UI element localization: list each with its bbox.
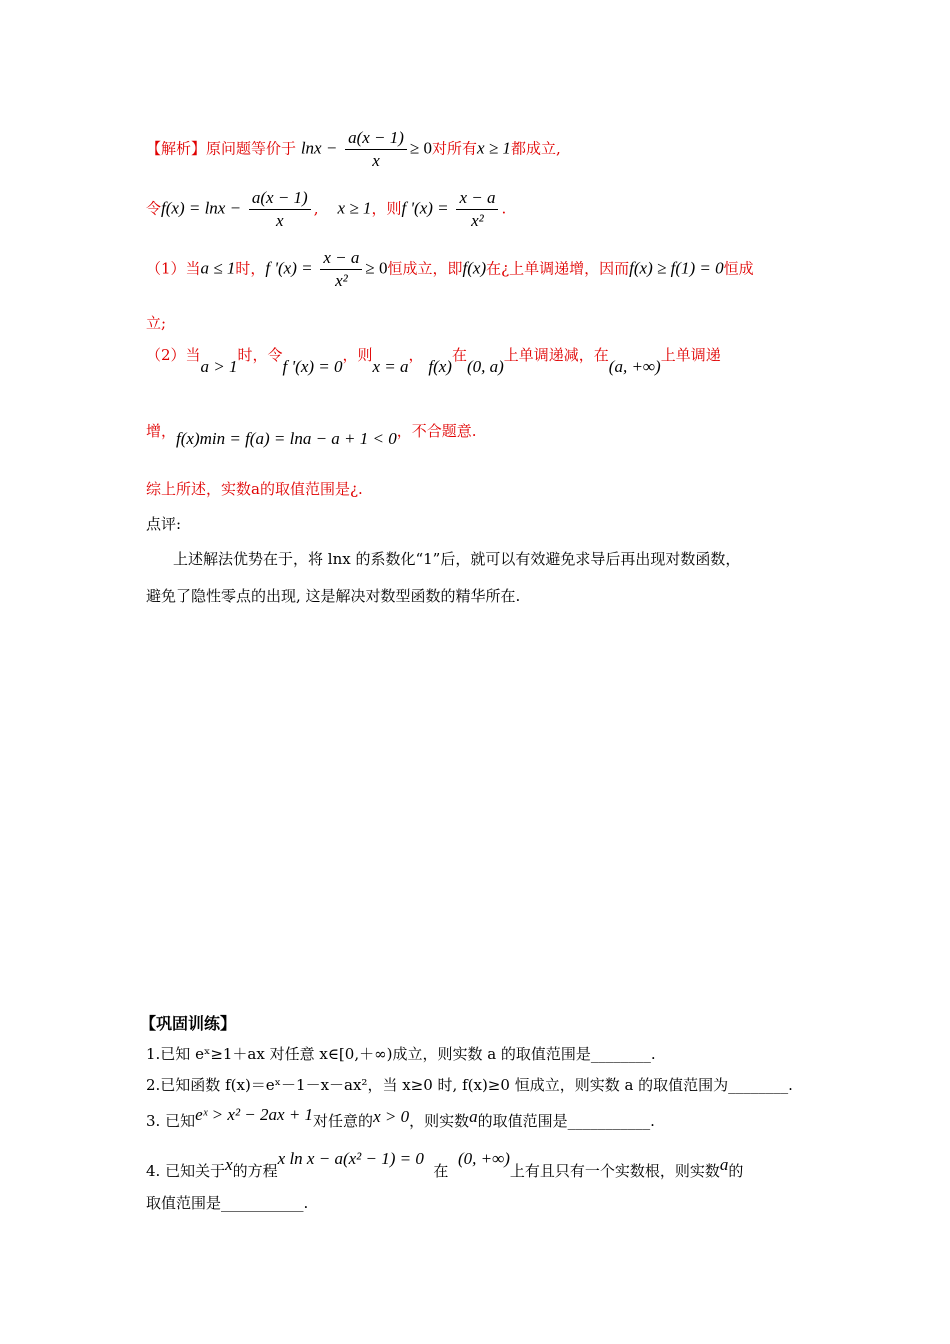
case1-cond: a ≤ 1 (200, 258, 236, 278)
question-4-wrap: 取值范围是___________. (146, 1194, 309, 1212)
case2-comma: ， (408, 346, 424, 364)
case2-fx: f(x) (428, 357, 452, 376)
case1-label: （1）当 (146, 259, 201, 278)
case2-min: f(x)min = f(a) = lna − a + 1 < 0 (176, 429, 397, 448)
q4-x: x (225, 1155, 233, 1174)
intro-fraction (345, 127, 407, 172)
q3-text-b: 对任意的 (313, 1112, 374, 1130)
case2-eq: f '(x) = 0 (282, 357, 343, 376)
case2-label: （2）当 (146, 346, 201, 364)
let-cond: x ≥ 1 (337, 198, 372, 218)
case2-wrap: 增， (146, 422, 177, 440)
deriv-num: x − a (456, 187, 498, 210)
let-text: 令 (146, 199, 162, 218)
case1-text3: 恒成 (723, 259, 754, 278)
case1-fraction (320, 247, 362, 292)
q4-text-b: 的方程 (232, 1162, 278, 1180)
case2-shi: 时，令 (237, 346, 283, 364)
case1-shi: 时， (235, 259, 266, 278)
solution-header: 【解析】 (146, 139, 207, 158)
q3-text-c: ，则实数 (409, 1112, 470, 1130)
case2-end: ，不合题意. (396, 422, 477, 440)
case1-ge: ≥ 0 (365, 258, 388, 278)
question-1: 1.已知 eˣ≥1＋ax 对任意 x∈[0,＋∞)成立，则实数 a 的取值范围是________. (146, 1045, 656, 1063)
intro-frac-num: a(x − 1) (345, 127, 407, 150)
case2-zai: 在 (451, 346, 467, 364)
intro-cond: ≥ 0 (409, 138, 433, 158)
then-text: ，则 (371, 199, 402, 218)
q4-text-d: 上有且只有一个实数根，则实数 (509, 1162, 720, 1180)
let-math: f(x) = lnx − (161, 198, 242, 218)
intro-end: 都成立, (510, 139, 561, 158)
case2-xa: x = a (372, 357, 409, 376)
comment-line1: 上述解法优势在于，将 lnx 的系数化“1”后，就可以有效避免求导后再出现对数函数， (173, 550, 741, 568)
case2-cond: a > 1 (200, 357, 238, 376)
case1-den: x² (335, 271, 348, 290)
let-frac-num: a(x − 1) (249, 187, 311, 210)
case1-text2: 在¿上单调递增，因而 (486, 259, 630, 278)
case1-fx: f(x) (462, 258, 487, 278)
q4-a-var: a (719, 1155, 729, 1174)
intro-frac-den: x (372, 151, 380, 170)
let-fraction (249, 187, 311, 232)
intro-text: 原问题等价于 (206, 139, 297, 158)
case1-wrap: 立; (146, 314, 167, 332)
case2-int1: (0, a) (466, 357, 504, 376)
question-4 (146, 1149, 744, 1181)
intro-math: lnx − (300, 138, 338, 158)
practice-title: 【巩固训练】 (140, 1014, 237, 1033)
intro-x: x ≥ 1 (477, 138, 511, 158)
intro-tail: 对所有 (432, 139, 478, 158)
q3-text-a: 3. 已知 (146, 1112, 196, 1130)
q4-eq: x ln x − a(x² − 1) = 0 (277, 1149, 424, 1168)
comment-label: 点评: (146, 515, 182, 533)
deriv-math: f '(x) = (401, 198, 449, 218)
case1-num: x − a (320, 247, 362, 270)
q4-text-e: 的 (728, 1162, 744, 1180)
solution-let-line: 令f(x) = lnx − $\frac{a(x - 1)}{x}$ , x ≥ 1，则f '(x) = $\frac{x - a}{\text{x²}}$ . (146, 188, 507, 230)
q4-text-c: 在 (433, 1162, 449, 1180)
case2-line (146, 344, 721, 376)
question-3 (146, 1105, 655, 1131)
summary-line: 综上所述，实数a的取值范围是¿. (146, 480, 363, 498)
deriv-fraction (456, 187, 498, 232)
question-2: 2.已知函数 f(x)＝eˣ－1－x－ax²，当 x≥0 时, f(x)≥0 恒成立，则实数 a 的取值范围为________. (146, 1076, 793, 1094)
case1-text1: 恒成立，即 (387, 259, 463, 278)
case1-line (146, 247, 754, 292)
case2-inc: 上单调递 (660, 346, 721, 364)
case2-wrap-line (146, 420, 477, 448)
comment-line2: 避免了隐性零点的出现, 这是解决对数型函数的精华所在. (146, 587, 521, 605)
solution-intro-line (146, 127, 561, 172)
case2-int2: (a, +∞) (608, 357, 661, 376)
q3-a-var: a (469, 1107, 478, 1126)
case1-deriv: f '(x) = (265, 258, 313, 278)
case2-dec: 上单调递减，在 (503, 346, 609, 364)
deriv-den: x² (471, 211, 484, 230)
case1-ineq: f(x) ≥ f(1) = 0 (629, 258, 724, 278)
q3-cond: x > 0 (373, 1107, 410, 1126)
q3-math: eˣ > x² − 2ax + 1 (195, 1105, 314, 1124)
q3-text-d: 的取值范围是___________. (477, 1112, 655, 1130)
q4-interval: (0, +∞) (457, 1149, 510, 1168)
case2-ze: ，则 (342, 346, 373, 364)
let-frac-den: x (276, 211, 284, 230)
q4-text-a: 4. 已知关于 (146, 1162, 226, 1180)
